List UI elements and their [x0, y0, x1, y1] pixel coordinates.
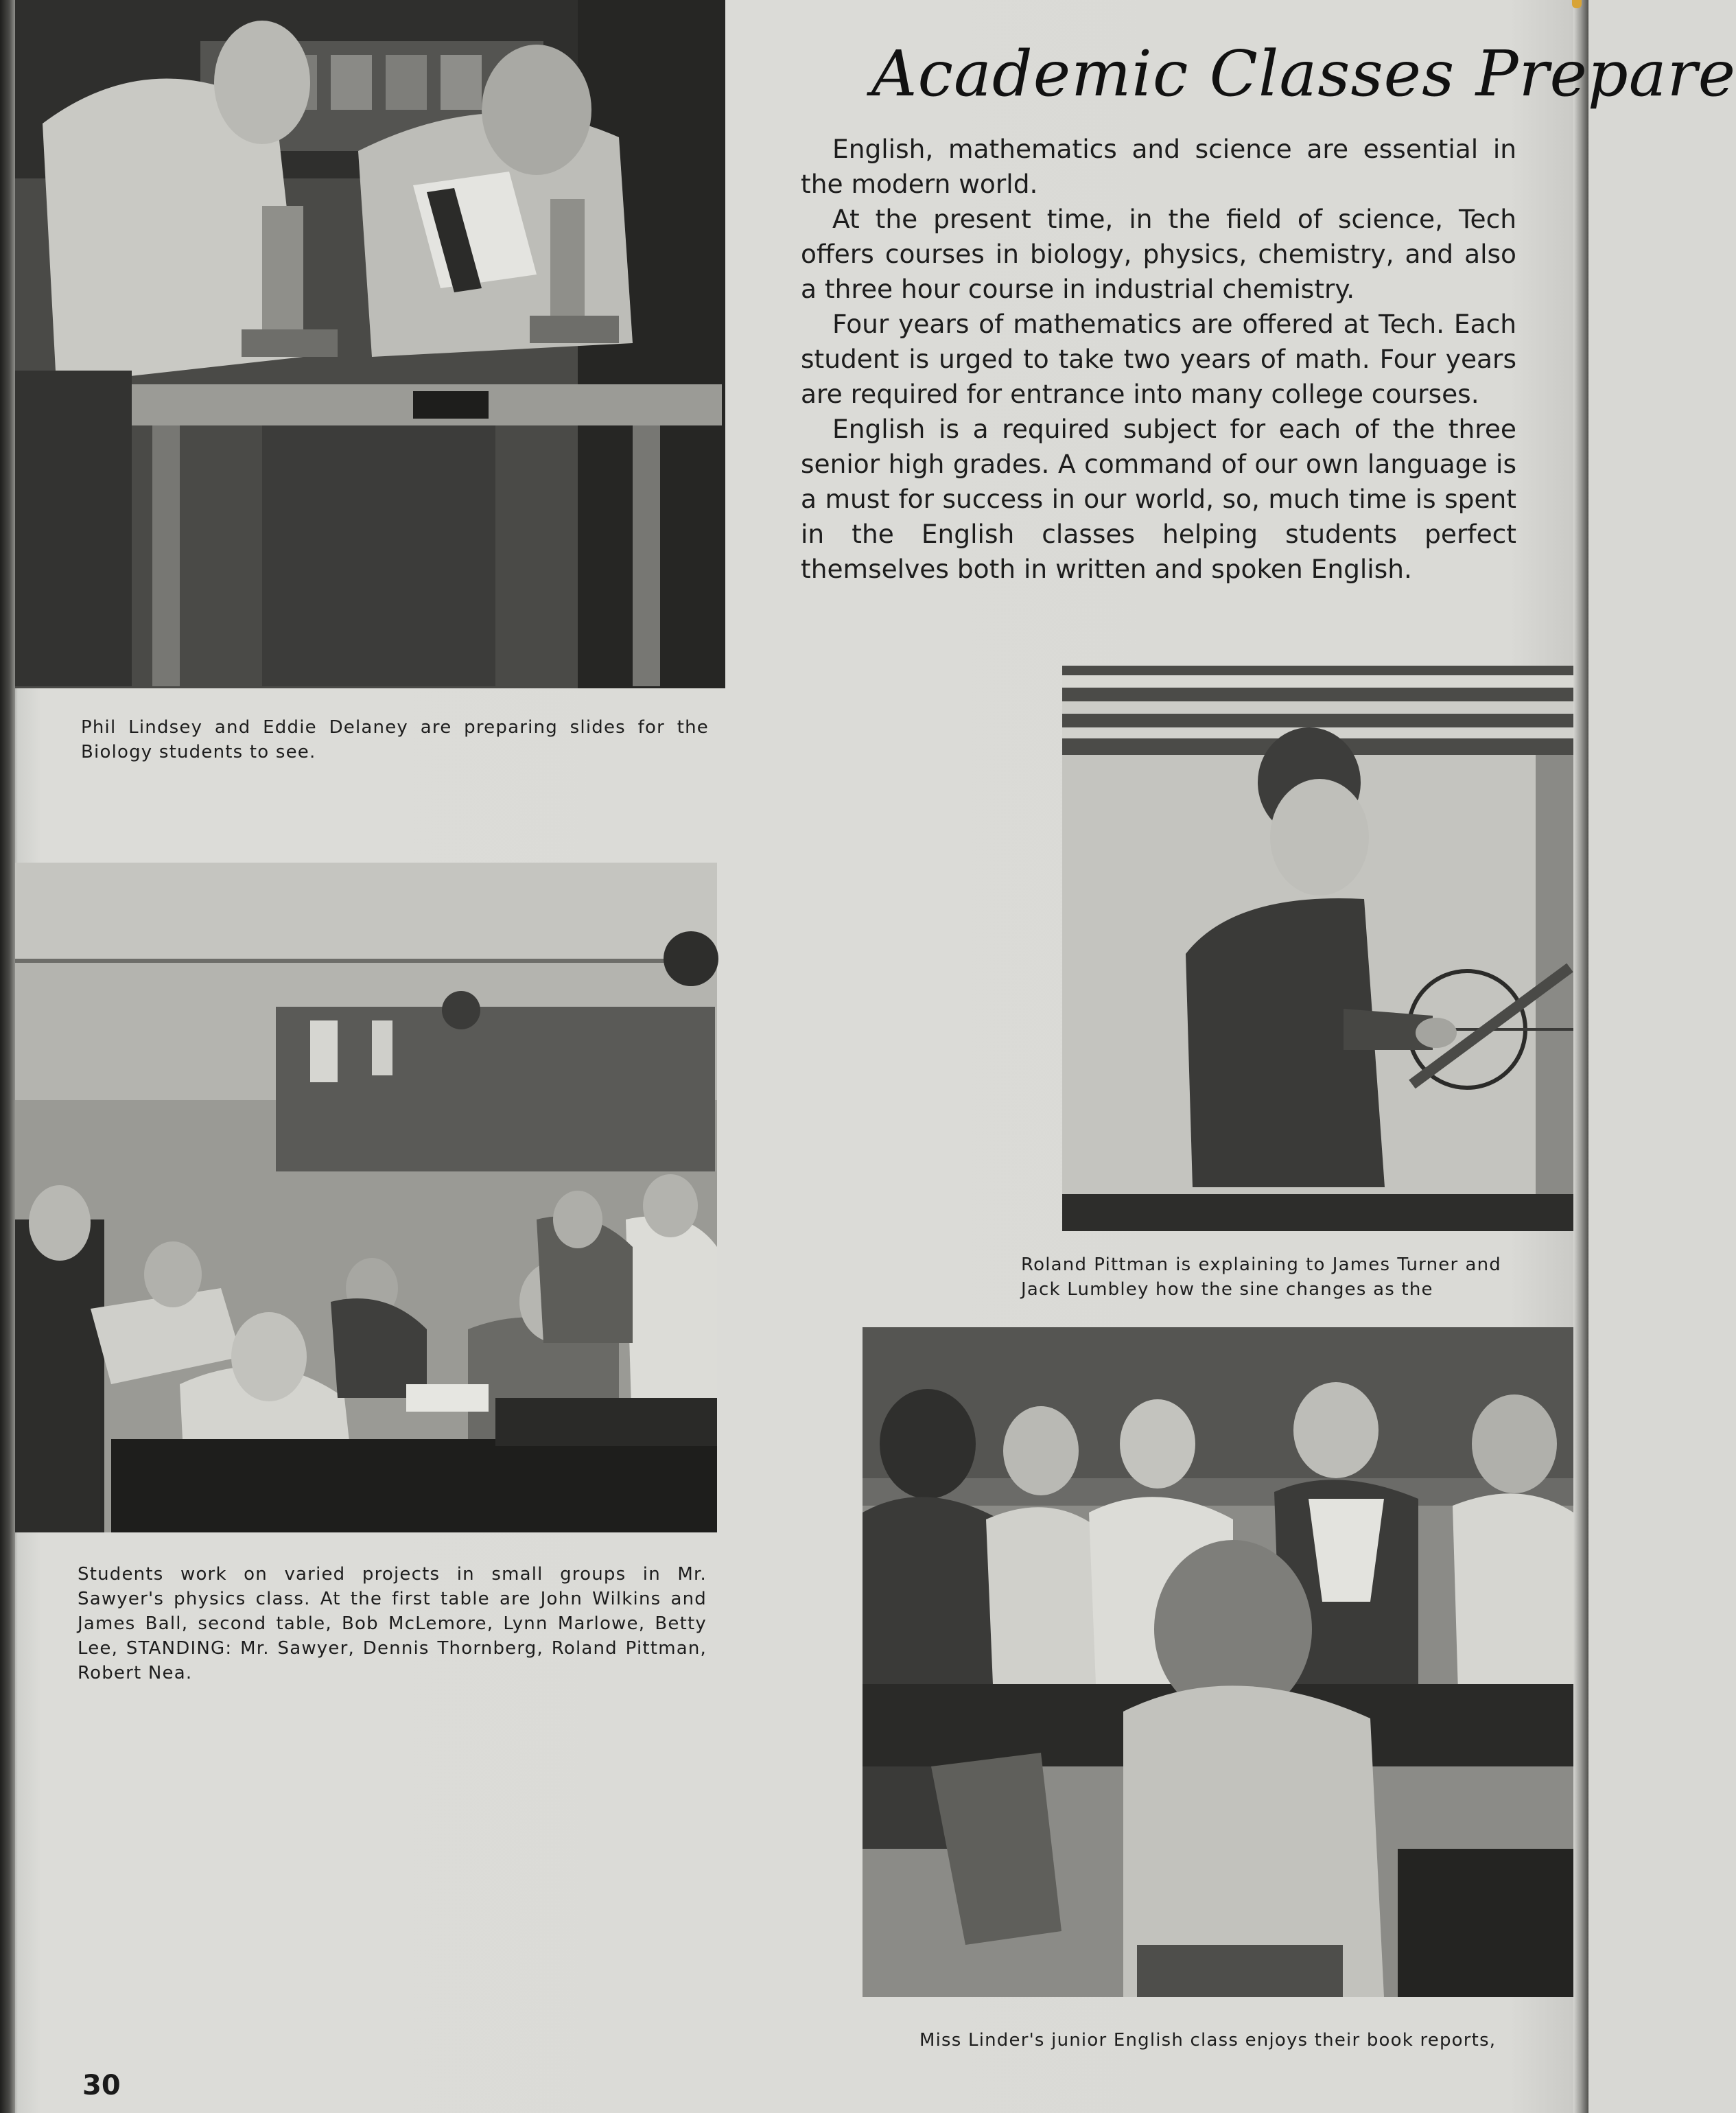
physics-class-photo: [15, 863, 717, 1532]
physics-photo-caption: Students work on varied projects in small groups in Mr. Sawyer's physics class. At the first table are John Wilkins and James Ball, second table, Bob McLemore, Lynn Marlowe, Betty Lee, STANDING: Mr. Sawyer, Dennis Thornberg, Roland Pittman, Robert Nea.: [78, 1564, 707, 1683]
page-number: 30: [82, 2070, 121, 2101]
math-blackboard-photo: [1062, 666, 1573, 1231]
page-title: Academic Classes Prepare: [871, 37, 1736, 110]
body-paragraph: At the present time, in the field of science, Tech offers courses in biology, physics, chemistry, and also a three hour course in industrial chemistry.: [801, 204, 1516, 304]
page-edge: [1573, 0, 1588, 2113]
body-paragraph: English, mathematics and science are essential in the modern world.: [801, 134, 1516, 199]
math-photo-caption: Roland Pittman is explaining to James Turner and Jack Lumbley how the sine changes as the: [1021, 1254, 1501, 1300]
article-body: [801, 132, 1516, 587]
body-paragraph: English is a required subject for each of the three senior high grades. A command of our own language is a must for success in our world, so, much time is spent in the English classes helping students perfect themselves both in written and spoken English.: [801, 414, 1516, 584]
body-paragraph: Four years of mathematics are offered at Tech. Each student is urged to take two years of math. Four years are required for entrance into many college courses.: [801, 309, 1516, 409]
biology-photo-caption: Phil Lindsey and Eddie Delaney are preparing slides for the Biology students to see.: [81, 717, 709, 762]
book-spine: [0, 0, 15, 2113]
biology-microscope-photo: [15, 0, 725, 688]
english-class-photo: [863, 1327, 1573, 1997]
page-corner-mark: [1572, 0, 1582, 8]
english-photo-caption: Miss Linder's junior English class enjoys their book reports,: [919, 2030, 1497, 2051]
